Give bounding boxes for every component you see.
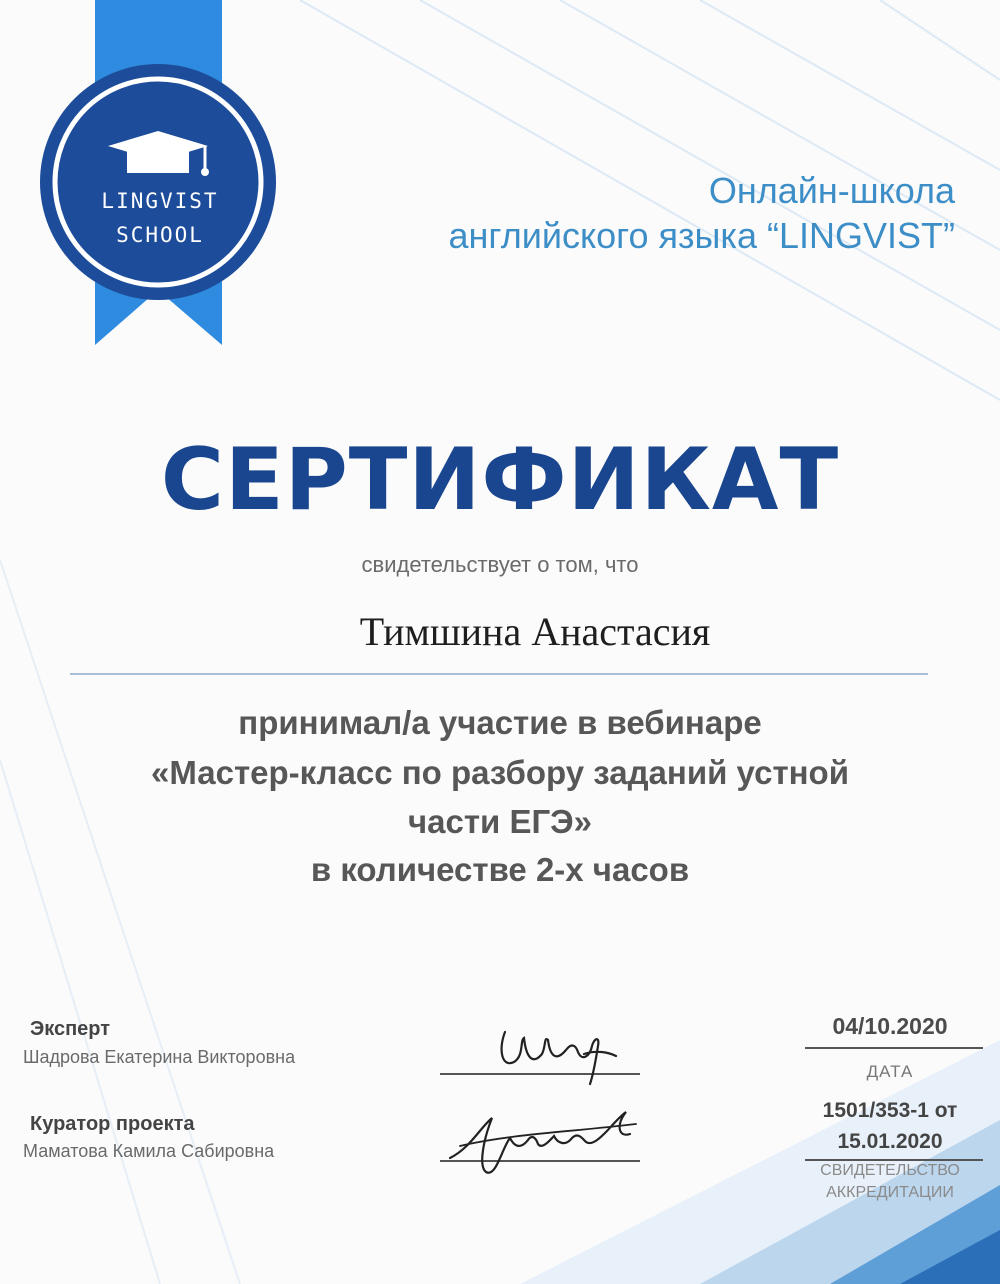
logo-text-line1: LINGVIST bbox=[101, 189, 219, 213]
expert-signature bbox=[480, 1010, 640, 1090]
school-logo bbox=[0, 0, 300, 360]
expert-role: Эксперт bbox=[30, 1018, 111, 1040]
recipient-underline bbox=[70, 673, 928, 675]
date-underline bbox=[805, 1047, 983, 1049]
accreditation-label-line2: АККРЕДИТАЦИИ bbox=[826, 1184, 954, 1201]
body-line-1: принимал/а участие в вебинаре bbox=[238, 704, 762, 741]
recipient-name: Тимшина Анастасия bbox=[359, 609, 711, 654]
body-line-4: в количестве 2-х часов bbox=[310, 851, 690, 888]
date-label: ДАТА bbox=[866, 1062, 914, 1081]
curator-role: Куратор проекта bbox=[30, 1113, 195, 1135]
accreditation-underline bbox=[805, 1159, 983, 1161]
body-line-2: «Мастер-класс по разбору заданий устной bbox=[151, 754, 849, 791]
body-line-3: части ЕГЭ» bbox=[407, 803, 593, 840]
curator-signature bbox=[440, 1088, 650, 1188]
accreditation-date: 15.01.2020 bbox=[837, 1130, 943, 1153]
expert-name: Шадрова Екатерина Викторовна bbox=[23, 1047, 296, 1067]
accreditation-label-line1: СВИДЕТЕЛЬСТВО bbox=[820, 1162, 960, 1179]
school-name-line1: Онлайн-школа bbox=[708, 170, 955, 211]
certificate-subtitle: свидетельствует о том, что bbox=[361, 552, 639, 577]
school-name bbox=[449, 168, 955, 258]
accreditation-number: 1501/353-1 от bbox=[822, 1099, 958, 1122]
school-name-line2: английского языка “LINGVIST” bbox=[448, 215, 955, 256]
certificate-title: СЕРТИФИКАТ bbox=[160, 430, 840, 530]
logo-text-line2: SCHOOL bbox=[116, 223, 204, 247]
curator-name: Маматова Камила Сабировна bbox=[23, 1141, 275, 1161]
date-value: 04/10.2020 bbox=[832, 1013, 948, 1039]
